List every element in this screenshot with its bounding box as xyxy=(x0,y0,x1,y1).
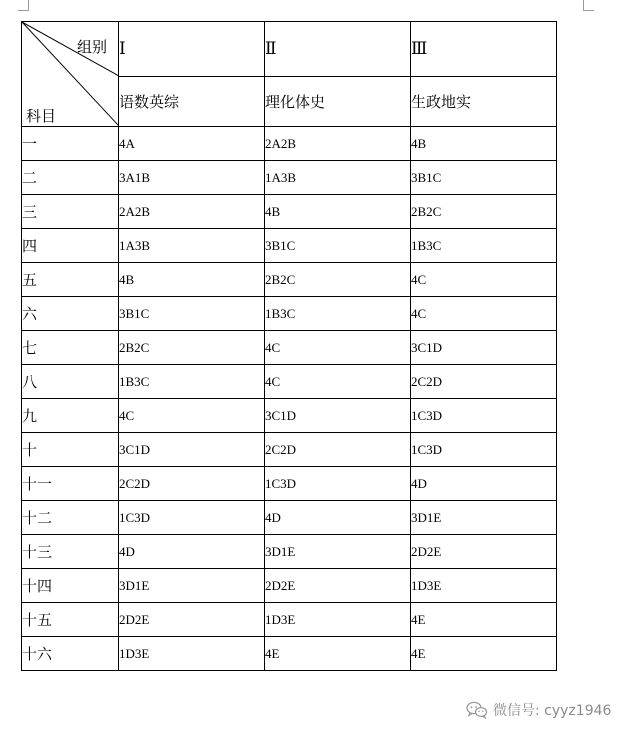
table-row xyxy=(22,535,557,569)
table-cell: 1C3D xyxy=(265,467,411,501)
table-cell: 1C3D xyxy=(411,399,557,433)
watermark-text: 微信号: cyyz1946 xyxy=(493,703,612,719)
table-cell: 1D3E xyxy=(411,569,557,603)
table-cell: 3B1C xyxy=(119,297,265,331)
table-cell: 4D xyxy=(119,535,265,569)
table-cell: 1D3E xyxy=(119,637,265,671)
group-numeral-2: Ⅱ xyxy=(265,22,411,77)
table-cell: 4D xyxy=(411,467,557,501)
table-row xyxy=(22,331,557,365)
row-label: 二 xyxy=(22,161,119,195)
corner-label-subject: 科目 xyxy=(26,109,57,123)
table-row xyxy=(22,569,557,603)
table-row xyxy=(22,501,557,535)
row-label: 七 xyxy=(22,331,119,365)
table-cell: 4A xyxy=(119,127,265,161)
table-row xyxy=(22,127,557,161)
table-row xyxy=(22,365,557,399)
header-row-numerals xyxy=(22,22,557,77)
group-subjects-1: 语数英综 xyxy=(119,77,265,127)
table-cell: 4D xyxy=(265,501,411,535)
table-row xyxy=(22,263,557,297)
wechat-icon xyxy=(466,701,488,719)
table-row xyxy=(22,603,557,637)
table-cell: 4C xyxy=(119,399,265,433)
table-cell: 2D2E xyxy=(411,535,557,569)
table-cell: 1C3D xyxy=(411,433,557,467)
table-row xyxy=(22,637,557,671)
table-cell: 3A1B xyxy=(119,161,265,195)
row-label: 八 xyxy=(22,365,119,399)
row-label: 六 xyxy=(22,297,119,331)
table-cell: 1D3E xyxy=(265,603,411,637)
table-cell: 2C2D xyxy=(411,365,557,399)
table-cell: 3D1E xyxy=(119,569,265,603)
row-label: 四 xyxy=(22,229,119,263)
table-row xyxy=(22,297,557,331)
table-cell: 2A2B xyxy=(119,195,265,229)
table-cell: 3C1D xyxy=(411,331,557,365)
wechat-watermark xyxy=(466,700,611,720)
row-label: 九 xyxy=(22,399,119,433)
table-row xyxy=(22,229,557,263)
table-cell: 3D1E xyxy=(411,501,557,535)
table-row xyxy=(22,467,557,501)
table-cell: 4E xyxy=(411,603,557,637)
table-cell: 1A3B xyxy=(265,161,411,195)
table-cell: 1B3C xyxy=(119,365,265,399)
table-cell: 4E xyxy=(411,637,557,671)
table-cell: 4E xyxy=(265,637,411,671)
table-cell: 4B xyxy=(119,263,265,297)
row-label: 十一 xyxy=(22,467,119,501)
row-label: 十二 xyxy=(22,501,119,535)
table-cell: 3C1D xyxy=(119,433,265,467)
table-cell: 1B3C xyxy=(411,229,557,263)
table-row xyxy=(22,433,557,467)
row-label: 十五 xyxy=(22,603,119,637)
group-subjects-3: 生政地实 xyxy=(411,77,557,127)
row-label: 十六 xyxy=(22,637,119,671)
table-row xyxy=(22,399,557,433)
table-cell: 4B xyxy=(411,127,557,161)
group-numeral-1: Ⅰ xyxy=(119,22,265,77)
page-corner-mark-left xyxy=(18,0,29,11)
row-label: 三 xyxy=(22,195,119,229)
diagonal-header-cell xyxy=(22,22,119,127)
table-cell: 2B2C xyxy=(411,195,557,229)
table-row xyxy=(22,161,557,195)
table-cell: 2D2E xyxy=(265,569,411,603)
table-cell: 3B1C xyxy=(265,229,411,263)
row-label: 一 xyxy=(22,127,119,161)
table-cell: 4C xyxy=(265,365,411,399)
table-cell: 2C2D xyxy=(265,433,411,467)
row-label: 十 xyxy=(22,433,119,467)
table-cell: 3D1E xyxy=(265,535,411,569)
table-cell: 1A3B xyxy=(119,229,265,263)
corner-label-group: 组别 xyxy=(77,38,108,56)
table-cell: 2B2C xyxy=(265,263,411,297)
page-corner-mark-right xyxy=(583,0,594,11)
table-cell: 4C xyxy=(411,297,557,331)
table-cell: 4C xyxy=(265,331,411,365)
row-label: 十三 xyxy=(22,535,119,569)
grouping-table xyxy=(21,21,557,671)
table-cell: 4B xyxy=(265,195,411,229)
table-cell: 4C xyxy=(411,263,557,297)
table-cell: 2C2D xyxy=(119,467,265,501)
table-row xyxy=(22,195,557,229)
row-label: 十四 xyxy=(22,569,119,603)
table-cell: 2B2C xyxy=(119,331,265,365)
table-cell: 2D2E xyxy=(119,603,265,637)
table-cell: 2A2B xyxy=(265,127,411,161)
row-label: 五 xyxy=(22,263,119,297)
table-cell: 1B3C xyxy=(265,297,411,331)
group-subjects-2: 理化体史 xyxy=(265,77,411,127)
group-numeral-3: Ⅲ xyxy=(411,22,557,77)
table-cell: 1C3D xyxy=(119,501,265,535)
table-cell: 3C1D xyxy=(265,399,411,433)
table-cell: 3B1C xyxy=(411,161,557,195)
